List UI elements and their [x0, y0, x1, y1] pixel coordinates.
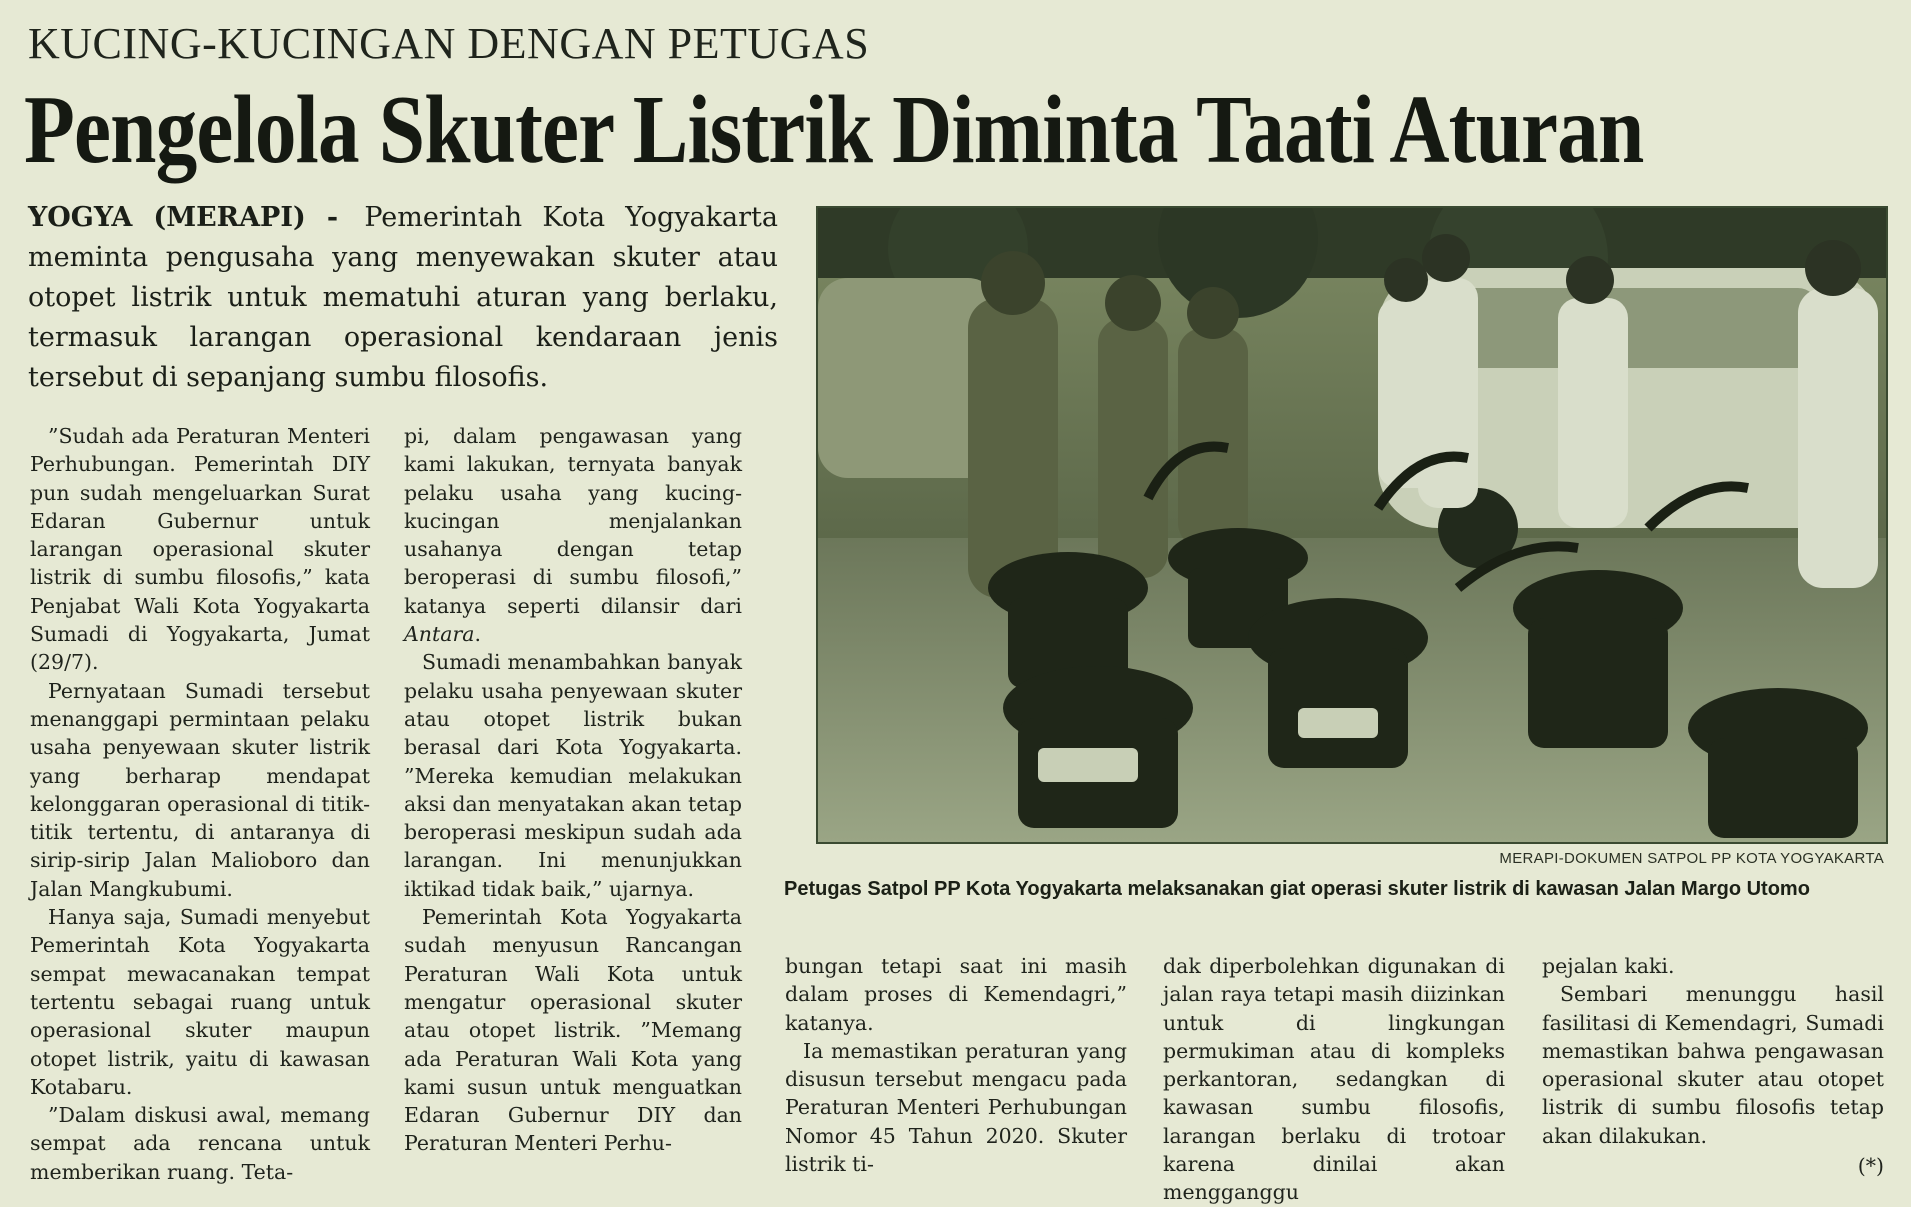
body-column-4 — [1163, 952, 1505, 1207]
photo-caption: Petugas Satpol PP Kota Yogyakarta melaksanakan giat operasi skuter listrik di kawasan Jalan Margo Utomo — [784, 878, 1810, 900]
paragraph: Sembari menunggu hasil fasilitasi di Kemendagri, Sumadi memastikan bahwa pengawasan operasional skuter atau otopet listrik di sumbu filosofis tetap akan dilakukan. — [1542, 982, 1884, 1148]
paragraph: Sumadi menambahkan banyak pelaku usaha penyewaan skuter atau otopet listrik bukan berasal dari Kota Yogyakarta. ”Mereka kemudian melakukan aksi dan menyatakan akan tetap beroperasi meskipun sudah ada larangan. Ini menunjukkan iktikad tidak baik,” ujarnya. — [404, 650, 742, 901]
paragraph: dak diperbolehkan digunakan di jalan raya tetapi masih diizinkan untuk di lingkungan permukiman atau di kompleks perkantoran, sedangkan di kawasan sumbu filosofis, larangan berlaku di trotoar karena dinilai akan mengganggu — [1163, 954, 1505, 1205]
paragraph: Hanya saja, Sumadi menyebut Pemerintah Kota Yogyakarta sempat mewacanakan tempat tertentu sebagai ruang untuk operasional skuter maupun otopet listrik, yaitu di kawasan Kotabaru. — [30, 905, 370, 1099]
paragraph: Ia memastikan peraturan yang disusun tersebut mengacu pada Peraturan Menteri Perhubungan Nomor 45 Tahun 2020. Skuter listrik ti- — [785, 1038, 1127, 1177]
article-kicker: KUCING-KUCINGAN DENGAN PETUGAS — [28, 19, 870, 68]
paragraph: Pernyataan Sumadi tersebut menanggapi permintaan pelaku usaha penyewaan skuter listrik yang berharap mendapat kelonggaran operasional di titik-titik tertentu, di antaranya di sirip-sirip Jalan Malioboro dan Jalan Mangkubumi. — [30, 678, 370, 901]
body-column-1 — [30, 422, 370, 1186]
paragraph: ”Dalam diskusi awal, memang sempat ada rencana untuk memberikan ruang. Teta- — [30, 1103, 370, 1184]
end-mark: (*) — [1857, 1154, 1884, 1179]
paragraph: Pemerintah Kota Yogyakarta sudah menyusun Rancangan Peraturan Wali Kota untuk mengatur operasional skuter atau otopet listrik. ”Memang ada Peraturan Wali Kota yang kami susun untuk menguatkan Edaran Gubernur DIY dan Peraturan Menteri Perhu- — [404, 905, 742, 1156]
paragraph: pi, dalam pengawasan yang kami lakukan, ternyata banyak pelaku usaha yang kucing-kucingan menjalankan usahanya dengan tetap beroperasi di sumbu filosofi,” katanya seperti dilansir dari Antara. — [404, 424, 742, 647]
paragraph: ”Sudah ada Peraturan Menteri Perhubungan. Pemerintah DIY pun sudah mengeluarkan Surat Edaran Gubernur untuk larangan operasional skuter listrik di sumbu filosofis,” kata Penjabat Wali Kota Yogyakarta Sumadi di Yogyakarta, Jumat (29/7). — [30, 424, 370, 675]
photo-credit: MERAPI-DOKUMEN SATPOL PP KOTA YOGYAKARTA — [1499, 850, 1884, 867]
lead-text: Pemerintah Kota Yogyakarta meminta pengusaha yang menyewakan skuter atau otopet listrik untuk mematuhi aturan yang berlaku, termasuk larangan operasional kendaraan jenis tersebut di sepanjang sumbu filosofis. — [28, 202, 778, 393]
body-column-5 — [1542, 952, 1884, 1180]
article-headline: Pengelola Skuter Listrik Diminta Taati Aturan — [24, 76, 1644, 184]
dateline: YOGYA (MERAPI) - — [28, 202, 339, 233]
paragraph: bungan tetapi saat ini masih dalam proses di Kemendagri,” katanya. — [785, 954, 1127, 1035]
paragraph-text: pi, dalam pengawasan yang kami lakukan, ternyata banyak pelaku usaha yang kucing-kucingan menjalankan usahanya dengan tetap beroperasi di sumbu filosofi,” katanya seperti dilansir dari — [404, 424, 742, 618]
body-column-2 — [404, 422, 742, 1158]
body-column-3 — [785, 952, 1127, 1178]
paragraph: pejalan kaki. — [1542, 954, 1675, 978]
source-name: Antara — [404, 622, 475, 647]
news-photo — [816, 206, 1888, 844]
article-lead — [28, 198, 778, 398]
photo-illustration — [818, 208, 1886, 842]
